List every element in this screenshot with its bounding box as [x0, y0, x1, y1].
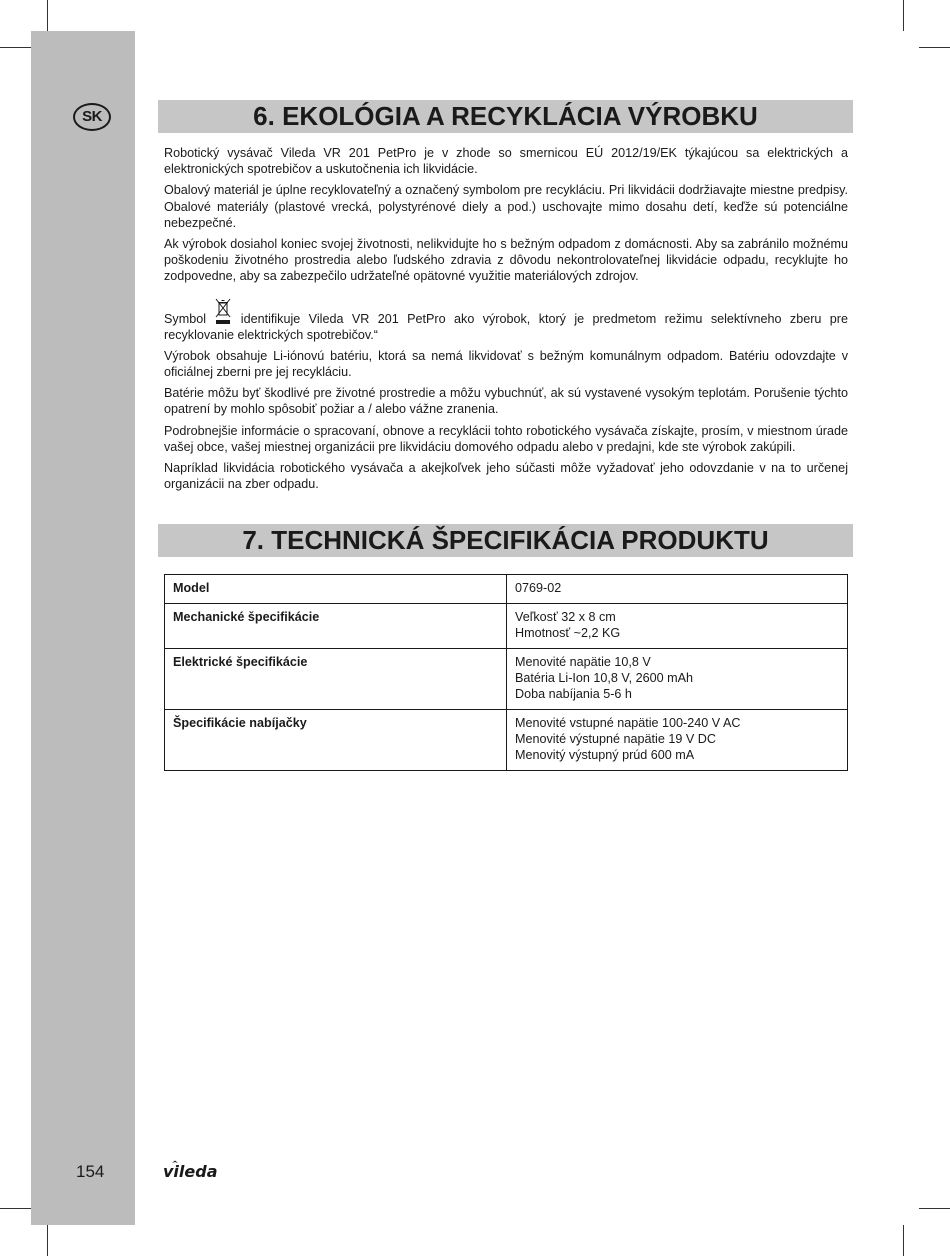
- section-6-body: [164, 145, 848, 497]
- spec-label: Elektrické špecifikácie: [165, 649, 507, 710]
- spec-value: [507, 710, 848, 771]
- crossed-out-bin-icon: [215, 297, 231, 327]
- spec-value-line: Hmotnosť ~2,2 KG: [515, 626, 621, 640]
- vileda-logo: [163, 1160, 225, 1187]
- section-7-title: 7. TECHNICKÁ ŠPECIFIKÁCIA PRODUKTU: [158, 524, 853, 557]
- crop-mark: [0, 1208, 31, 1209]
- spec-value: [507, 649, 848, 710]
- paragraph-weee: [164, 297, 848, 343]
- spec-value-line: Menovité výstupné napätie 19 V DC: [515, 732, 716, 746]
- paragraph: Napríklad likvidácia robotického vysávača a akejkoľvek jeho súčasti môže vyžadovať jeho odovzdanie v na to určenej organizácii na zber odpadu.: [164, 461, 848, 492]
- spec-value-line: Menovitý výstupný prúd 600 mA: [515, 748, 695, 762]
- spec-value-line: 0769-02: [515, 581, 562, 595]
- paragraph: Robotický vysávač Vileda VR 201 PetPro je v zhode so smernicou EÚ 2012/19/EK týkajúcou sa elektrických a elektronických spotrebičov a uskutočnenia ich likvidácie.: [164, 146, 848, 177]
- spec-value-line: Veľkosť 32 x 8 cm: [515, 610, 616, 624]
- paragraph: Výrobok obsahuje Li-iónovú batériu, ktorá sa nemá likvidovať s bežným komunálnym odpadom. Batériu odovzdajte v oficiálnej zberni pre jej recykláciu.: [164, 348, 848, 380]
- spec-value-line: Menovité vstupné napätie 100-240 V AC: [515, 716, 741, 730]
- spec-label: Model: [165, 575, 507, 604]
- symbol-label: Symbol: [164, 311, 206, 326]
- section-6-title: 6. EKOLÓGIA A RECYKLÁCIA VÝROBKU: [158, 100, 853, 133]
- spec-value: [507, 575, 848, 604]
- page-sidebar: [31, 31, 135, 1225]
- crop-mark: [0, 47, 31, 48]
- language-badge: SK: [73, 103, 111, 131]
- crop-mark: [47, 1225, 48, 1256]
- table-row: [165, 710, 848, 771]
- spec-table: [164, 574, 848, 771]
- page-number: 154: [76, 1162, 105, 1181]
- crop-mark: [903, 1225, 904, 1256]
- spec-value-line: Menovité napätie 10,8 V: [515, 655, 651, 669]
- paragraph: Batérie môžu byť škodlivé pre životné prostredie a môžu vybuchnúť, ak sú vystavené vysokým teplotám. Porušenie týchto opatrení by mohlo spôsobiť požiar a / alebo vážne zranenia.: [164, 386, 848, 417]
- spec-value: [507, 604, 848, 649]
- spec-value-line: Doba nabíjania 5-6 h: [515, 687, 632, 701]
- paragraph: Podrobnejšie informácie o spracovaní, obnove a recyklácii tohto robotického vysávača získajte, prosím, v miestnom úrade vašej obce, vašej miestnej organizácii pre likvidáciu domového odpadu alebo v predajni, kde ste výrobok zakúpili.: [164, 423, 848, 454]
- crop-mark: [903, 0, 904, 31]
- paragraph: Obalový materiál je úplne recyklovateľný a označený symbolom pre recykláciu. Pri likvidácii dodržiavajte miestne predpisy. Obalové materiály (plastové vrecká, polystyrénové diely a pod.) uschovajte mimo dosahu detí, keďže sú potenciálne nebezpečné.: [164, 183, 848, 230]
- spec-value-line: Batéria Li-Ion 10,8 V, 2600 mAh: [515, 671, 694, 685]
- spec-label: Špecifikácie nabíjačky: [165, 710, 507, 771]
- table-row: [165, 575, 848, 604]
- table-row: [165, 604, 848, 649]
- crop-mark: [919, 47, 950, 48]
- spec-label: Mechanické špecifikácie: [165, 604, 507, 649]
- paragraph: Ak výrobok dosiahol koniec svojej životnosti, nelikvidujte ho s bežným odpadom z domácnosti. Aby sa zabránilo možnému poškodeniu životného prostredia alebo ľudského zdravia z dôvodu nekontrolovateľnej likvidácie odpadu, recyklujte ho zodpovedne, aby sa zabezpečilo udržateľné opätovné využitie materiálových zdrojov.: [164, 237, 848, 284]
- vileda-logo-text: vileda: [163, 1162, 218, 1181]
- table-row: [165, 649, 848, 710]
- symbol-description: identifikuje Vileda VR 201 PetPro ako výrobok, ktorý je predmetom režimu selektívneho zberu pre recyklovanie elektrických spotrebičov.“: [164, 311, 849, 342]
- crop-mark: [919, 1208, 950, 1209]
- crop-mark: [47, 0, 48, 31]
